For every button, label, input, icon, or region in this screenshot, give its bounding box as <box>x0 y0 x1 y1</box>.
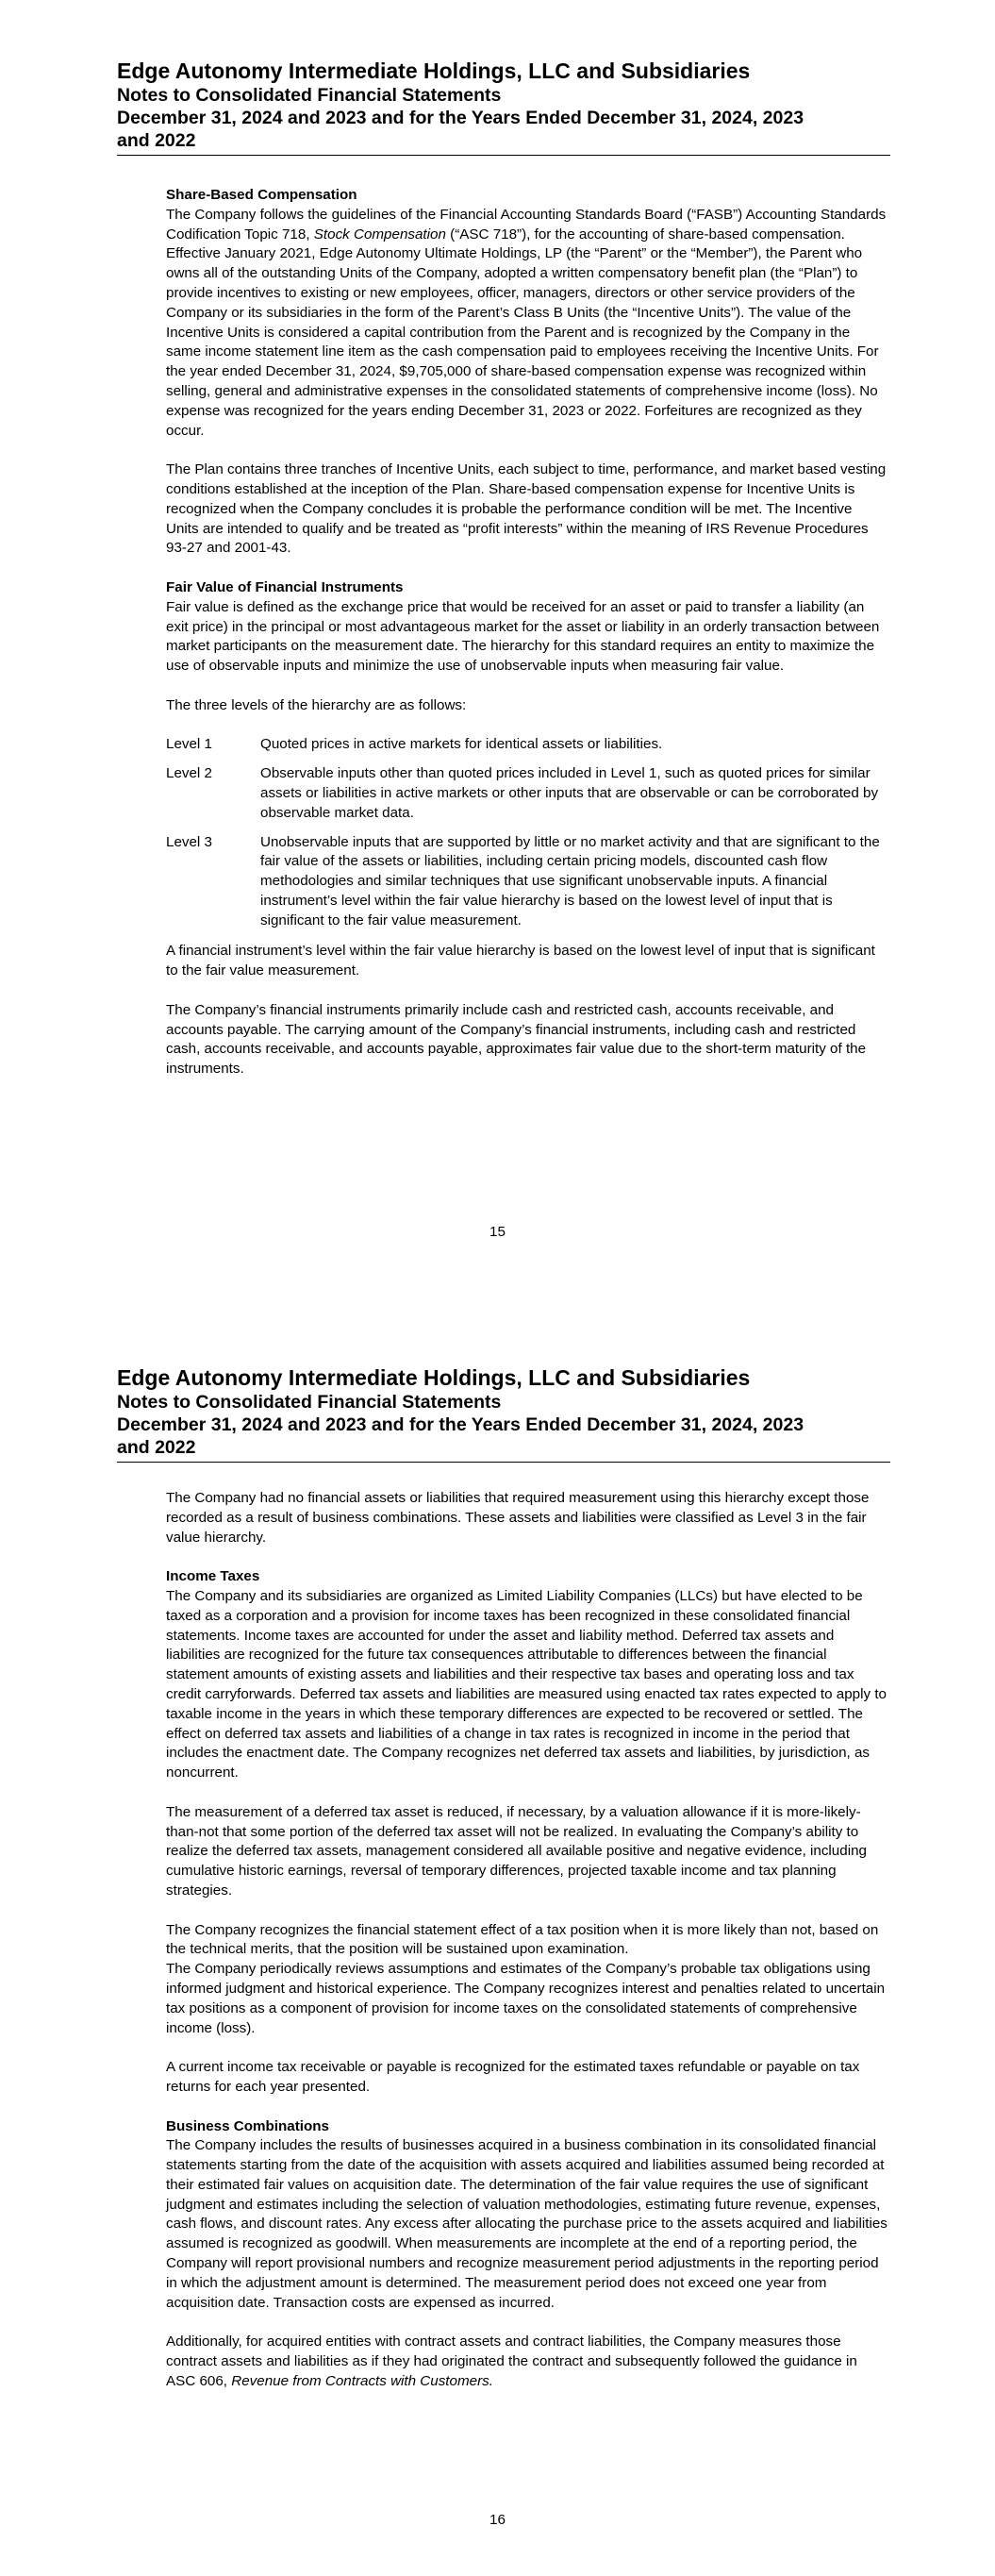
hierarchy-level-2 <box>166 764 888 823</box>
page-number: 15 <box>489 1224 506 1240</box>
level-label: Level 1 <box>166 736 212 753</box>
level-text: Unobservable inputs that are supported by little or no market activity and that are significant to the fair value of the assets or liabilities, including certain pricing models, discounted cash flow methodologies and similar techniques that use significant unobservable inputs. A financial instrument’s level within the fair value hierarchy is based on the lowest level of input that is significant to the fair value measurement. <box>260 833 880 928</box>
paragraph: The Company recognizes the financial statement effect of a tax position when it is more likely than not, based on the technical merits, that the position will be sustained upon examination. The Company periodically reviews assumptions and estimates of the Company’s probable tax obligations using informed judgment and historical experience. The Company recognizes interest and penalties related to uncertain tax positions as a component of provision for income taxes on the consolidated statements of comprehensive income (loss). <box>166 1921 886 2036</box>
paragraph: The Company and its subsidiaries are organized as Limited Liability Companies (LLCs) but have elected to be taxed as a corporation and a provision for income taxes has been recognized in these consolidated financial statements. Income taxes are accounted for under the asset and liability method. Deferred tax assets and liabilities are recognized for the future tax consequences attributable to differences between the financial statement amounts of existing assets and liabilities and their respective tax bases and operating loss and tax credit carryforwards. Deferred tax assets and liabilities are measured using enacted tax rates expected to apply to taxable income in the years in which these temporary differences are expected to be recovered or settled. The effect on deferred tax assets and liabilities of a change in tax rates is recognized in income in the period that includes the enactment date. The Company recognizes net deferred tax assets and liabilities, by jurisdiction, as noncurrent. <box>166 1587 887 1781</box>
period-line-1: December 31, 2024 and 2023 and for the Years Ended December 31, 2024, 2023 <box>117 1414 804 1435</box>
hierarchy-level-3 <box>166 833 888 931</box>
paragraph: A current income tax receivable or payable is recognized for the estimated taxes refundable or payable on tax returns for each year presented. <box>166 2059 860 2095</box>
paragraph: The Company had no financial assets or liabilities that required measurement using this hierarchy except those recorded as a result of business combinations. These assets and liabilities were classified as Level 3 in the fair value hierarchy. <box>166 1490 870 1546</box>
page-number: 16 <box>489 2512 506 2528</box>
section-heading-business-combinations: Business Combinations <box>166 2117 329 2134</box>
period-line-2: and 2022 <box>117 130 196 151</box>
notes-subtitle: Notes to Consolidated Financial Statements <box>117 1392 502 1413</box>
page-16 <box>0 1288 995 2576</box>
section-heading-fair-value: Fair Value of Financial Instruments <box>166 578 404 595</box>
company-title: Edge Autonomy Intermediate Holdings, LLC and Subsidiaries <box>117 1365 751 1390</box>
section-heading-share-based: Share-Based Compensation <box>166 187 357 203</box>
header-rule <box>117 155 890 156</box>
paragraph: The Company’s financial instruments primarily include cash and restricted cash, accounts receivable, and accounts payable. The carrying amount of the Company’s financial instruments, including cash and restricted cash, accounts receivable, and accounts payable, approximates fair value due to the short-term maturity of the instruments. <box>166 1001 867 1078</box>
level-text: Quoted prices in active markets for identical assets or liabilities. <box>260 736 663 753</box>
period-line-1: December 31, 2024 and 2023 and for the Years Ended December 31, 2024, 2023 <box>117 108 804 128</box>
period-line-2: and 2022 <box>117 1437 196 1458</box>
notes-subtitle: Notes to Consolidated Financial Statements <box>117 85 502 106</box>
page-header <box>117 1365 890 1459</box>
header-rule <box>117 1462 890 1463</box>
paragraph: The measurement of a deferred tax asset is reduced, if necessary, by a valuation allowance if it is more-likely-than-not that some portion of the deferred tax asset will not be realized. In evaluating the Company’s ability to realize the deferred tax assets, management considered all available positive and negative evidence, including cumulative historic earnings, reversal of temporary differences, projected taxable income and tax planning strategies. <box>166 1803 867 1899</box>
company-title: Edge Autonomy Intermediate Holdings, LLC and Subsidiaries <box>117 59 751 83</box>
page-body <box>166 186 888 1099</box>
level-label: Level 3 <box>166 833 212 850</box>
hierarchy-level-1 <box>166 735 888 755</box>
paragraph: A financial instrument’s level within the fair value hierarchy is based on the lowest level of input that is significant to the fair value measurement. <box>166 943 875 979</box>
page-header <box>117 59 890 152</box>
paragraph: The Plan contains three tranches of Incentive Units, each subject to time, performance, and market based vesting conditions established at the inception of the Plan. Share-based compensation expense for Incentive Units is recognized when the Company concludes it is probable the performance condition will be met. The Incentive Units are intended to qualify and be treated as “profit interests” within the meaning of IRS Revenue Procedures 93-27 and 2001-43. <box>166 461 887 557</box>
section-heading-income-taxes: Income Taxes <box>166 1568 260 1585</box>
paragraph: Fair value is defined as the exchange price that would be received for an asset or paid to transfer a liability (an exit price) in the principal or most advantageous market for the asset or liability in an orderly transaction between market participants on the measurement date. The hierarchy for this standard requires an entity to maximize the use of observable inputs and minimize the use of unobservable inputs when measuring fair value. <box>166 598 880 675</box>
page-body <box>166 1489 888 2411</box>
paragraph: Additionally, for acquired entities with contract assets and contract liabilities, the Company measures those contract assets and liabilities as if they had originated the contract and subsequently followed the guidance in ASC 606, Revenue from Contracts with Customers. <box>166 2333 857 2389</box>
paragraph: The three levels of the hierarchy are as follows: <box>166 696 467 713</box>
paragraph: The Company includes the results of businesses acquired in a business combination in its consolidated financial statements starting from the date of the acquisition with assets acquired and liabilities assumed being recorded at their estimated fair values on acquisition date. The determination of the fair value requires the use of significant judgment and estimates including the selection of valuation methodologies, estimating future revenue, expenses, cash flows, and discount rates. Any excess after allocating the purchase price to the assets acquired and liabilities assumed is recognized as goodwill. When measurements are incomplete at the end of a reporting period, the Company will report provisional numbers and recognize measurement period adjustments in the reporting period in which the adjustment amount is determined. The measurement period does not exceed one year from acquisition date. Transaction costs are expensed as incurred. <box>166 2137 887 2311</box>
level-text: Observable inputs other than quoted prices included in Level 1, such as quoted prices for similar assets or liabilities in active markets or other inputs that are observable or can be corroborated by observable market data. <box>260 765 879 821</box>
level-label: Level 2 <box>166 765 212 782</box>
paragraph: The Company follows the guidelines of the Financial Accounting Standards Board (“FASB”) Accounting Standards Codification Topic 718, Stock Compensation (“ASC 718”), for the accounting of share-based compensation. Effective January 2021, Edge Autonomy Ultimate Holdings, LP (the “Parent” or the “Member”), the Parent who owns all of the outstanding Units of the Company, adopted a written compensatory benefit plan (the “Plan”) to provide incentives to existing or new employees, officer, managers, directors or other service providers of the Company or its subsidiaries in the form of the Parent’s Class B Units (the “Incentive Units”). The value of the Incentive Units is considered a capital contribution from the Parent and is recognized by the Company in the same income statement line item as the cash compensation paid to employees receiving the Incentive Units. For the year ended December 31, 2024, $9,705,000 of share-based compensation expense was recognized within selling, general and administrative expenses in the consolidated statements of comprehensive income (loss). No expense was recognized for the years ending December 31, 2023 or 2022. Forfeitures are recognized as they occur. <box>166 206 887 439</box>
